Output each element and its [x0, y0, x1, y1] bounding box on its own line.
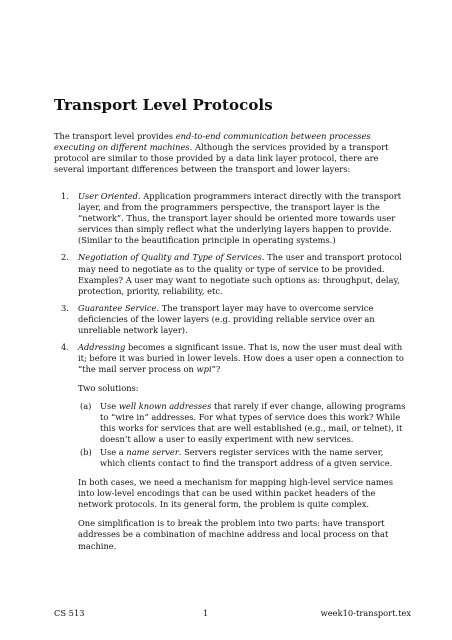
list-item — [54, 191, 409, 246]
sub-item-term: well known addresses — [118, 400, 212, 411]
list-item — [54, 342, 409, 552]
item-emphasis: wpi — [196, 364, 212, 375]
footer-course: CS 513 — [54, 608, 85, 618]
sub-item-text-end: . Servers register services with the name server, which clients contact to find the transport address of a given service. — [100, 446, 393, 468]
differences-list — [54, 191, 409, 552]
list-marker: 4. — [61, 342, 69, 353]
item-text: . Application programmers interact directly with the transport layer, and from the programmers perspective, the transport layer is the “network”. Thus, the transport layer should be oriented more towards user services than simply reflect what the underlying layers happen to provide. (Similar to the beautification principle in operating systems.) — [78, 191, 402, 246]
item-text: . The transport layer may have to overcome service deficiencies of the lower layers (e.g. providing reliable service over an unreliable network layer). — [78, 302, 375, 336]
item-term: Guarantee Service — [78, 302, 157, 313]
item-text: becomes a significant issue. That is, now the user must deal with it; before it was buried in lower levels. How does a user open a connection to “the mail server process on — [78, 342, 404, 375]
simplification-paragraph: One simplification is to break the problem into two parts: have transport addresses be a combination of machine address and local process on that machine. — [78, 518, 389, 551]
sub-list-item — [78, 447, 409, 469]
footer-page-number: 1 — [203, 608, 209, 618]
sub-item-text: Use a — [100, 446, 127, 457]
item-term: User Oriented — [78, 191, 138, 201]
sub-item-term: name server — [126, 446, 179, 457]
list-marker: 1. — [61, 191, 69, 201]
list-marker: 3. — [61, 302, 69, 313]
both-cases-paragraph: In both cases, we need a mechanism for mapping high-level service names into low-level encodings that can be used within packet headers of the network protocols. In its general form, the problem is quite complex. — [78, 477, 393, 510]
list-item — [54, 252, 409, 296]
sub-item-text: Use — [100, 400, 119, 411]
intro-paragraph — [54, 131, 399, 175]
item-text-end: ”? — [211, 364, 221, 375]
sub-list-item — [78, 401, 409, 445]
intro-emphasis: end-to-end communication between processes executing on different machines — [54, 131, 371, 153]
item-text: . The user and transport protocol may need to negotiate as to the quality or type of service to be provided. Examples? A user may want to negotiate such options as: throughput, delay, protection, priority, reliability, etc. — [78, 252, 402, 296]
sub-list-marker: (b) — [80, 446, 92, 457]
item-term: Addressing — [78, 342, 126, 353]
list-item — [54, 303, 409, 336]
item-term: Negotiation of Quality and Type of Services — [78, 252, 262, 263]
solutions-list — [78, 401, 409, 470]
list-marker: 2. — [61, 252, 69, 263]
sub-item-text-end: that rarely if ever change, allowing programs to “wire in” addresses. For what types of service does this work? While this works for services that are well established (e.g., mail, or telnet), it doesn’t allow a user to easily experiment with new services. — [100, 400, 406, 444]
footer-filename: week10-transport.tex — [320, 608, 411, 618]
two-solutions-label: Two solutions: — [78, 383, 139, 394]
intro-text-end: . Although the services provided by a transport protocol are similar to those provided by a data link layer protocol, there are several important differences between the transport and lower layers: — [54, 142, 389, 175]
page-title: Transport Level Protocols — [54, 96, 273, 114]
sub-list-marker: (a) — [80, 400, 92, 411]
intro-text: The transport level provides — [54, 131, 176, 141]
